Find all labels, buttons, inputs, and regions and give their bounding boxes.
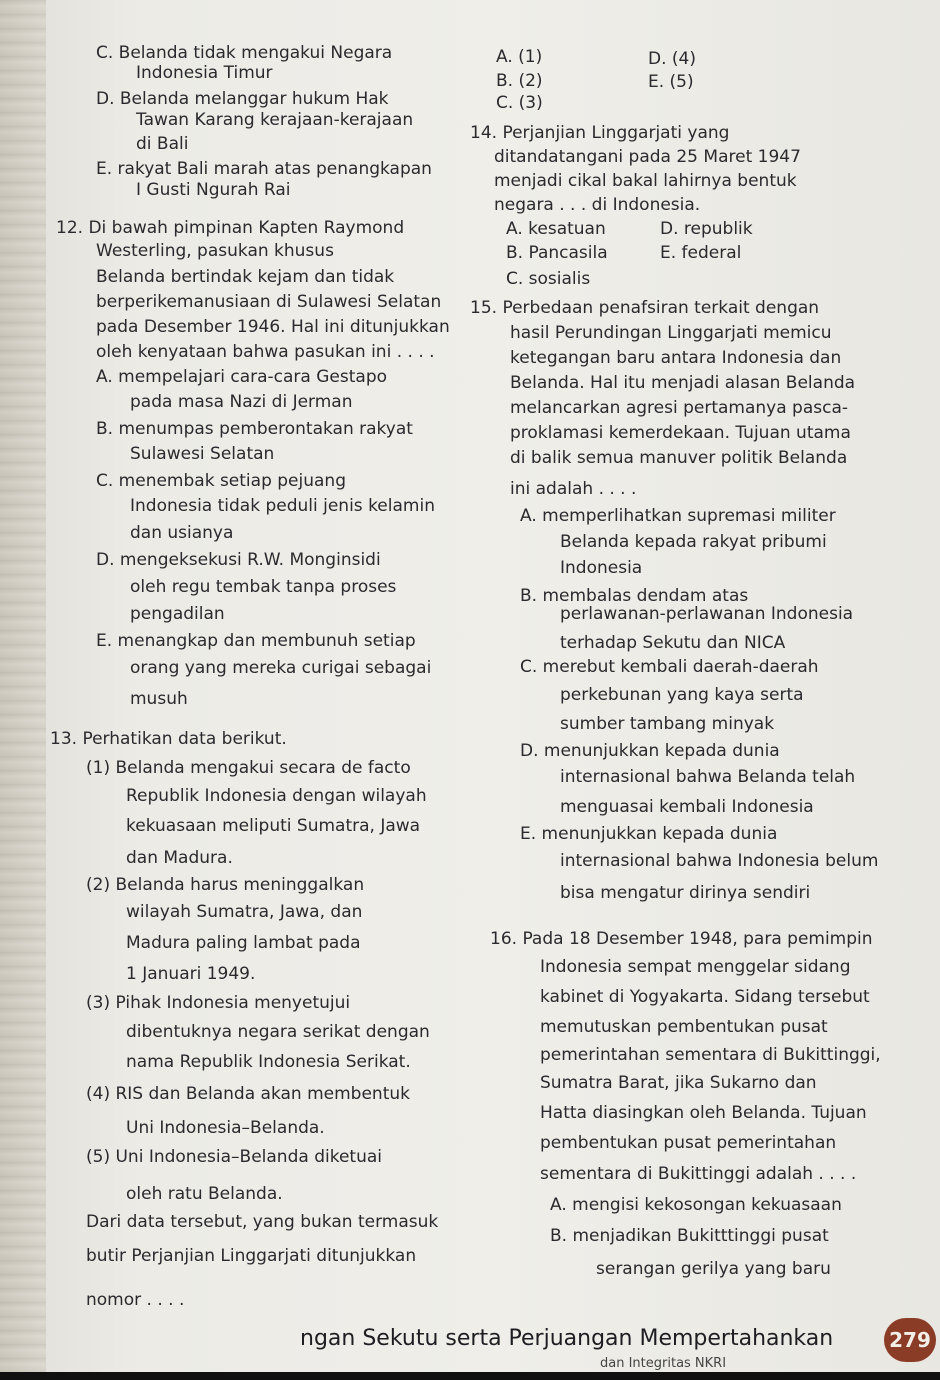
left-text-line: dibentuknya negara serikat dengan [126, 1022, 430, 1042]
left-text-line: B. menumpas pemberontakan rakyat [96, 419, 413, 439]
right-text-line: Sumatra Barat, jika Sukarno dan [540, 1073, 817, 1093]
right-text-line: hasil Perundingan Linggarjati memicu [510, 323, 832, 343]
right-text-line: Belanda. Hal itu menjadi alasan Belanda [510, 373, 856, 393]
right-text-line: A. memperlihatkan supremasi militer [520, 506, 836, 526]
right-text-line: bisa mengatur dirinya sendiri [560, 883, 811, 903]
right-text-line: perlawanan-perlawanan Indonesia [560, 604, 854, 624]
left-text-line: E. rakyat Bali marah atas penangkapan [96, 159, 432, 179]
left-text-line: D. Belanda melanggar hukum Hak [96, 89, 389, 109]
left-text-line: dan Madura. [126, 848, 233, 868]
left-text-line: kekuasaan meliputi Sumatra, Jawa [126, 816, 421, 836]
left-text-line: wilayah Sumatra, Jawa, dan [126, 902, 363, 922]
left-text-line: musuh [130, 689, 188, 709]
right-text-line: perkebunan yang kaya serta [560, 685, 804, 705]
left-text-line: Dari data tersebut, yang bukan termasuk [86, 1212, 439, 1232]
left-text-line: pada masa Nazi di Jerman [130, 392, 353, 412]
right-text-line: C. merebut kembali daerah-daerah [520, 657, 819, 677]
right-text-line: sumber tambang minyak [560, 714, 775, 734]
left-text-line: (5) Uni Indonesia–Belanda diketuai [86, 1147, 382, 1167]
right-text-line: negara . . . di Indonesia. [494, 195, 701, 215]
left-text-line: (1) Belanda mengakui secara de facto [86, 758, 411, 778]
right-text-line: 14. Perjanjian Linggarjati yang [470, 123, 730, 143]
left-text-line: oleh ratu Belanda. [126, 1184, 283, 1204]
right-text-line: melancarkan agresi pertamanya pasca- [510, 398, 849, 418]
right-text-line: 16. Pada 18 Desember 1948, para pemimpin [490, 929, 873, 949]
right-text-line: E. federal [660, 243, 742, 263]
right-text-line: C. sosialis [506, 269, 591, 289]
bottom-edge [0, 1372, 940, 1380]
right-text-line: menjadi cikal bakal lahirnya bentuk [494, 171, 797, 191]
right-text-line: memutuskan pembentukan pusat [540, 1017, 828, 1037]
right-text-line: ini adalah . . . . [510, 479, 637, 499]
left-text-line: C. Belanda tidak mengakui Negara [96, 43, 393, 63]
right-text-line: A. kesatuan [506, 219, 606, 239]
left-text-line: Republik Indonesia dengan wilayah [126, 786, 427, 806]
left-text-line: (4) RIS dan Belanda akan membentuk [86, 1084, 410, 1104]
left-text-line: (3) Pihak Indonesia menyetujui [86, 993, 351, 1013]
footer-chapter-title: ngan Sekutu serta Perjuangan Mempertahankan [300, 1326, 834, 1351]
left-text-line: Indonesia tidak peduli jenis kelamin [130, 496, 435, 516]
right-text-line: Indonesia sempat menggelar sidang [540, 957, 851, 977]
page-number-badge: 279 [884, 1318, 936, 1362]
right-text-line: 15. Perbedaan penafsiran terkait dengan [470, 298, 820, 318]
left-text-line: Westerling, pasukan khusus [96, 241, 334, 261]
left-text-line: Tawan Karang kerajaan-kerajaan [136, 110, 414, 130]
left-text-line: Madura paling lambat pada [126, 933, 361, 953]
left-text-line: Belanda bertindak kejam dan tidak [96, 267, 395, 287]
right-text-line: ketegangan baru antara Indonesia dan [510, 348, 842, 368]
right-text-line: E. (5) [648, 72, 694, 92]
left-text-line: Indonesia Timur [136, 63, 273, 83]
left-text-line: 13. Perhatikan data berikut. [50, 729, 287, 749]
left-text-line: A. mempelajari cara-cara Gestapo [96, 367, 388, 387]
left-text-line: dan usianya [130, 523, 234, 543]
left-text-line: berperikemanusiaan di Sulawesi Selatan [96, 292, 442, 312]
right-text-line: Hatta diasingkan oleh Belanda. Tujuan [540, 1103, 867, 1123]
left-text-line: C. menembak setiap pejuang [96, 471, 346, 491]
right-text-line: internasional bahwa Belanda telah [560, 767, 856, 787]
left-text-line: Uni Indonesia–Belanda. [126, 1118, 325, 1138]
left-text-line: pada Desember 1946. Hal ini ditunjukkan [96, 317, 450, 337]
right-text-line: internasional bahwa Indonesia belum [560, 851, 879, 871]
right-text-line: pembentukan pusat pemerintahan [540, 1133, 837, 1153]
right-text-line: serangan gerilya yang baru [596, 1259, 831, 1279]
footer-chapter-subtitle: dan Integritas NKRI [600, 1356, 727, 1371]
left-text-line: Sulawesi Selatan [130, 444, 275, 464]
book-binding-shadow [0, 0, 46, 1380]
left-text-line: I Gusti Ngurah Rai [136, 180, 291, 200]
right-text-line: Indonesia [560, 558, 643, 578]
right-text-line: B. Pancasila [506, 243, 608, 263]
right-text-line: B. membalas dendam atas [520, 586, 749, 606]
right-text-line: terhadap Sekutu dan NICA [560, 633, 786, 653]
left-text-line: butir Perjanjian Linggarjati ditunjukkan [86, 1246, 417, 1266]
left-text-line: oleh regu tembak tanpa proses [130, 577, 397, 597]
right-text-line: ditandatangani pada 25 Maret 1947 [494, 147, 801, 167]
right-text-line: sementara di Bukittinggi adalah . . . . [540, 1164, 857, 1184]
left-text-line: pengadilan [130, 604, 225, 624]
left-text-line: 12. Di bawah pimpinan Kapten Raymond [56, 218, 405, 238]
right-text-line: B. (2) [496, 71, 543, 91]
right-text-line: menguasai kembali Indonesia [560, 797, 814, 817]
left-text-line: (2) Belanda harus meninggalkan [86, 875, 365, 895]
left-text-line: nomor . . . . [86, 1290, 185, 1310]
right-text-line: pemerintahan sementara di Bukittinggi, [540, 1045, 881, 1065]
right-text-line: Belanda kepada rakyat pribumi [560, 532, 827, 552]
right-text-line: kabinet di Yogyakarta. Sidang tersebut [540, 987, 870, 1007]
left-text-line: orang yang mereka curigai sebagai [130, 658, 432, 678]
left-text-line: oleh kenyataan bahwa pasukan ini . . . . [96, 342, 435, 362]
right-text-line: D. menunjukkan kepada dunia [520, 741, 780, 761]
right-text-line: D. (4) [648, 49, 696, 69]
right-text-line: proklamasi kemerdekaan. Tujuan utama [510, 423, 851, 443]
right-text-line: C. (3) [496, 93, 543, 113]
left-text-line: E. menangkap dan membunuh setiap [96, 631, 416, 651]
right-text-line: B. menjadikan Bukitttinggi pusat [550, 1226, 829, 1246]
right-text-line: A. mengisi kekosongan kekuasaan [550, 1195, 842, 1215]
right-text-line: di balik semua manuver politik Belanda [510, 448, 848, 468]
left-text-line: di Bali [136, 134, 189, 154]
left-text-line: 1 Januari 1949. [126, 964, 256, 984]
right-text-line: D. republik [660, 219, 753, 239]
left-text-line: D. mengeksekusi R.W. Monginsidi [96, 550, 381, 570]
right-text-line: E. menunjukkan kepada dunia [520, 824, 778, 844]
left-text-line: nama Republik Indonesia Serikat. [126, 1052, 411, 1072]
right-text-line: A. (1) [496, 47, 543, 67]
